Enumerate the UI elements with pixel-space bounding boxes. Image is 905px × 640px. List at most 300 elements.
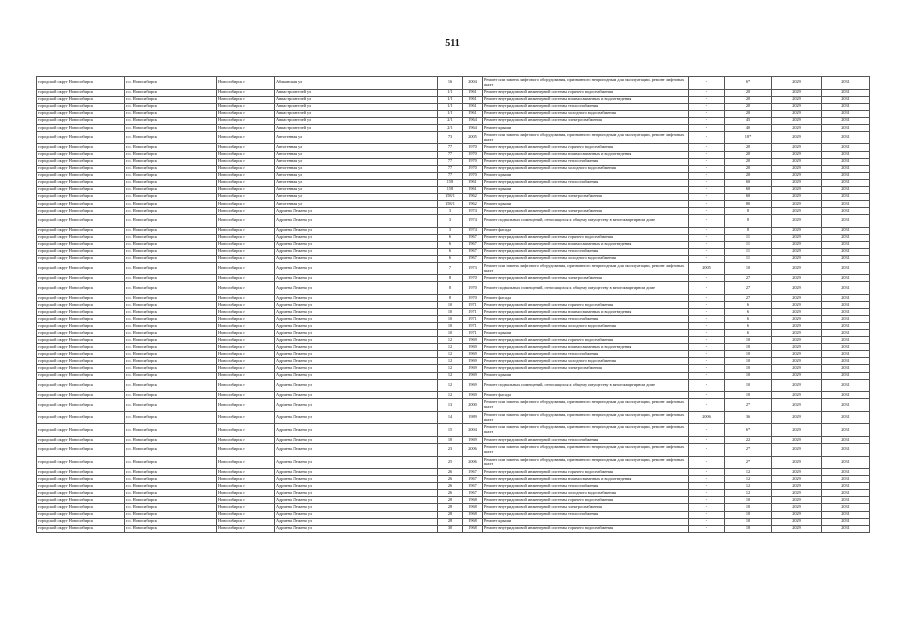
build-year-cell: 2004 — [463, 77, 483, 90]
end-year-cell: 2031 — [822, 110, 870, 117]
work-type-cell: Ремонт или замена лифтового оборудования, признанного непригодным для эксплуатации, ремонт лифтовых шахт — [483, 399, 689, 412]
build-year-cell: 1969 — [463, 337, 483, 344]
build-year-cell: 1971 — [463, 302, 483, 309]
house-number-cell: 6 — [438, 234, 463, 241]
end-year-cell: 2031 — [822, 255, 870, 262]
end-year-cell: 2031 — [822, 144, 870, 151]
last-repair-year-cell: - — [689, 179, 725, 186]
table-row — [37, 330, 870, 337]
street-cell: Адриена Лежена ул — [275, 436, 438, 443]
municipality-cell: городской округ Новосибирск — [37, 344, 125, 351]
street-cell: Автогенная ул — [275, 200, 438, 207]
build-year-cell: 1974 — [463, 227, 483, 234]
table-row — [37, 179, 870, 186]
end-year-cell: 2031 — [822, 518, 870, 525]
street-cell: Автогенная ул — [275, 165, 438, 172]
table-row — [37, 103, 870, 110]
district-cell: г.о. Новосибирск — [125, 96, 217, 103]
start-year-cell: 2029 — [772, 89, 822, 96]
start-year-cell: 2029 — [772, 424, 822, 437]
last-repair-year-cell: - — [689, 275, 725, 282]
settlement-cell: Новосибирск г — [217, 511, 275, 518]
district-cell: г.о. Новосибирск — [125, 337, 217, 344]
last-repair-year-cell: - — [689, 490, 725, 497]
work-type-cell: Ремонт внутридомовой инженерной системы теплоснабжения — [483, 351, 689, 358]
work-type-cell: Ремонт или замена лифтового оборудования, признанного непригодным для эксплуатации, ремонт лифтовых шахт — [483, 424, 689, 437]
settlement-cell: Новосибирск г — [217, 96, 275, 103]
work-type-cell: Ремонт или замена лифтового оборудования, признанного непригодным для эксплуатации, ремонт лифтовых шахт — [483, 444, 689, 457]
build-year-cell: 1962 — [463, 200, 483, 207]
district-cell: г.о. Новосибирск — [125, 525, 217, 532]
municipality-cell: городской округ Новосибирск — [37, 337, 125, 344]
start-year-cell: 2029 — [772, 411, 822, 424]
table-row — [37, 525, 870, 532]
table-body — [37, 77, 870, 533]
street-cell: Автогенная ул — [275, 158, 438, 165]
start-year-cell: 2029 — [772, 337, 822, 344]
work-type-cell: Ремонт внутридомовой инженерной системы электроснабжения — [483, 504, 689, 511]
start-year-cell: 2029 — [772, 179, 822, 186]
district-cell: г.о. Новосибирск — [125, 110, 217, 117]
street-cell: Адриена Лежена ул — [275, 262, 438, 275]
end-year-cell: 2031 — [822, 117, 870, 124]
house-number-cell: 3 — [438, 227, 463, 234]
table-row — [37, 172, 870, 179]
build-year-cell: 1967 — [463, 476, 483, 483]
work-type-cell: Ремонт крыши — [483, 124, 689, 131]
last-repair-year-cell: - — [689, 110, 725, 117]
start-year-cell: 2029 — [772, 103, 822, 110]
start-year-cell: 2029 — [772, 456, 822, 469]
start-year-cell: 2029 — [772, 518, 822, 525]
last-repair-year-cell: - — [689, 89, 725, 96]
quantity-cell: 10 — [725, 365, 772, 372]
street-cell: Автогенная ул — [275, 172, 438, 179]
street-cell: Адриена Лежена ул — [275, 399, 438, 412]
municipality-cell: городской округ Новосибирск — [37, 518, 125, 525]
street-cell: Адриена Лежена ул — [275, 469, 438, 476]
table-row — [37, 255, 870, 262]
table-row — [37, 392, 870, 399]
last-repair-year-cell: - — [689, 200, 725, 207]
work-type-cell: Ремонт внутридомовой инженерной системы теплоснабжения — [483, 511, 689, 518]
start-year-cell: 2029 — [772, 497, 822, 504]
start-year-cell: 2029 — [772, 262, 822, 275]
table-row — [37, 365, 870, 372]
table-row — [37, 323, 870, 330]
end-year-cell: 2031 — [822, 179, 870, 186]
start-year-cell: 2029 — [772, 525, 822, 532]
work-type-cell: Ремонт внутридомовой инженерной системы взаимосвязанных и водоотведения — [483, 344, 689, 351]
end-year-cell: 2031 — [822, 497, 870, 504]
start-year-cell: 2029 — [772, 309, 822, 316]
quantity-cell: 6 — [725, 330, 772, 337]
settlement-cell: Новосибирск г — [217, 275, 275, 282]
municipality-cell: городской округ Новосибирск — [37, 96, 125, 103]
last-repair-year-cell: - — [689, 186, 725, 193]
table-row — [37, 234, 870, 241]
district-cell: г.о. Новосибирск — [125, 504, 217, 511]
build-year-cell: 1970 — [463, 151, 483, 158]
settlement-cell: Новосибирск г — [217, 158, 275, 165]
table-row — [37, 131, 870, 144]
work-type-cell: Ремонт внутридомовой инженерной системы взаимосвязанных и водоотведения — [483, 151, 689, 158]
start-year-cell: 2029 — [772, 399, 822, 412]
quantity-cell: 11 — [725, 248, 772, 255]
end-year-cell: 2031 — [822, 282, 870, 295]
street-cell: Адриена Лежена ул — [275, 282, 438, 295]
last-repair-year-cell: - — [689, 399, 725, 412]
last-repair-year-cell: - — [689, 158, 725, 165]
work-type-cell: Ремонт внутридомовой инженерной системы горячего водоснабжения — [483, 525, 689, 532]
street-cell: Адриена Лежена ул — [275, 302, 438, 309]
municipality-cell: городской округ Новосибирск — [37, 241, 125, 248]
district-cell: г.о. Новосибирск — [125, 379, 217, 392]
last-repair-year-cell: - — [689, 234, 725, 241]
district-cell: г.о. Новосибирск — [125, 172, 217, 179]
street-cell: Авиастроителей ул — [275, 103, 438, 110]
settlement-cell: Новосибирск г — [217, 77, 275, 90]
district-cell: г.о. Новосибирск — [125, 399, 217, 412]
build-year-cell: 1968 — [463, 525, 483, 532]
work-type-cell: Ремонт крыши — [483, 330, 689, 337]
end-year-cell: 2031 — [822, 411, 870, 424]
street-cell: Адриена Лежена ул — [275, 241, 438, 248]
last-repair-year-cell: - — [689, 483, 725, 490]
end-year-cell: 2031 — [822, 323, 870, 330]
settlement-cell: Новосибирск г — [217, 248, 275, 255]
work-type-cell: Ремонт внутридомовой инженерной системы горячего водоснабжения — [483, 337, 689, 344]
district-cell: г.о. Новосибирск — [125, 144, 217, 151]
table-row — [37, 186, 870, 193]
district-cell: г.о. Новосибирск — [125, 411, 217, 424]
last-repair-year-cell: - — [689, 330, 725, 337]
district-cell: г.о. Новосибирск — [125, 469, 217, 476]
settlement-cell: Новосибирск г — [217, 309, 275, 316]
house-number-cell: 15 — [438, 424, 463, 437]
settlement-cell: Новосибирск г — [217, 262, 275, 275]
settlement-cell: Новосибирск г — [217, 241, 275, 248]
build-year-cell: 1974 — [463, 207, 483, 214]
settlement-cell: Новосибирск г — [217, 186, 275, 193]
municipality-cell: городской округ Новосибирск — [37, 330, 125, 337]
district-cell: г.о. Новосибирск — [125, 358, 217, 365]
settlement-cell: Новосибирск г — [217, 131, 275, 144]
last-repair-year-cell: - — [689, 424, 725, 437]
end-year-cell: 2031 — [822, 309, 870, 316]
build-year-cell: 1970 — [463, 295, 483, 302]
end-year-cell: 2031 — [822, 295, 870, 302]
street-cell: Адриена Лежена ул — [275, 309, 438, 316]
work-type-cell: Ремонт подвальных помещений, относящихся к общему имуществу в многоквартирном доме — [483, 379, 689, 392]
table-row — [37, 444, 870, 457]
last-repair-year-cell: - — [689, 131, 725, 144]
house-number-cell: 28 — [438, 518, 463, 525]
district-cell: г.о. Новосибирск — [125, 214, 217, 227]
street-cell: Автогенная ул — [275, 131, 438, 144]
street-cell: Адриена Лежена ул — [275, 344, 438, 351]
district-cell: г.о. Новосибирск — [125, 295, 217, 302]
table-row — [37, 302, 870, 309]
work-type-cell: Ремонт внутридомовой инженерной системы электроснабжения — [483, 193, 689, 200]
quantity-cell: 6* — [725, 424, 772, 437]
quantity-cell: 12 — [725, 476, 772, 483]
quantity-cell: 60 — [725, 179, 772, 186]
quantity-cell: 20 — [725, 144, 772, 151]
build-year-cell: 1969 — [463, 379, 483, 392]
house-number-cell: 12 — [438, 372, 463, 379]
municipality-cell: городской округ Новосибирск — [37, 282, 125, 295]
table-row — [37, 372, 870, 379]
end-year-cell: 2031 — [822, 372, 870, 379]
end-year-cell: 2031 — [822, 207, 870, 214]
work-type-cell: Ремонт крыши — [483, 172, 689, 179]
district-cell: г.о. Новосибирск — [125, 248, 217, 255]
settlement-cell: Новосибирск г — [217, 172, 275, 179]
end-year-cell: 2031 — [822, 214, 870, 227]
start-year-cell: 2029 — [772, 151, 822, 158]
house-number-cell: 26 — [438, 476, 463, 483]
table-row — [37, 193, 870, 200]
district-cell: г.о. Новосибирск — [125, 275, 217, 282]
build-year-cell: 1967 — [463, 248, 483, 255]
start-year-cell: 2029 — [772, 117, 822, 124]
district-cell: г.о. Новосибирск — [125, 207, 217, 214]
street-cell: Адриена Лежена ул — [275, 411, 438, 424]
end-year-cell: 2031 — [822, 275, 870, 282]
work-type-cell: Ремонт внутридомовой инженерной системы горячего водоснабжения — [483, 497, 689, 504]
settlement-cell: Новосибирск г — [217, 302, 275, 309]
end-year-cell: 2031 — [822, 151, 870, 158]
house-number-cell: 25 — [438, 456, 463, 469]
work-type-cell: Ремонт внутридомовой инженерной системы электроснабжения — [483, 365, 689, 372]
house-number-cell: 13 — [438, 399, 463, 412]
street-cell: Адриена Лежена ул — [275, 323, 438, 330]
table-row — [37, 351, 870, 358]
start-year-cell: 2029 — [772, 186, 822, 193]
street-cell: Адриена Лежена ул — [275, 358, 438, 365]
quantity-cell: 18 — [725, 525, 772, 532]
house-number-cell: 6 — [438, 255, 463, 262]
house-number-cell: 26 — [438, 469, 463, 476]
municipality-cell: городской округ Новосибирск — [37, 234, 125, 241]
district-cell: г.о. Новосибирск — [125, 476, 217, 483]
end-year-cell: 2031 — [822, 124, 870, 131]
start-year-cell: 2029 — [772, 214, 822, 227]
last-repair-year-cell: - — [689, 476, 725, 483]
house-number-cell: 28 — [438, 511, 463, 518]
start-year-cell: 2029 — [772, 344, 822, 351]
quantity-cell: 6* — [725, 77, 772, 90]
district-cell: г.о. Новосибирск — [125, 372, 217, 379]
street-cell: Адриена Лежена ул — [275, 295, 438, 302]
municipality-cell: городской округ Новосибирск — [37, 77, 125, 90]
last-repair-year-cell: - — [689, 379, 725, 392]
table-row — [37, 275, 870, 282]
end-year-cell: 2031 — [822, 200, 870, 207]
table-row — [37, 511, 870, 518]
quantity-cell: 8 — [725, 214, 772, 227]
repair-schedule-table-wrap — [36, 76, 869, 533]
municipality-cell: городской округ Новосибирск — [37, 117, 125, 124]
table-row — [37, 358, 870, 365]
work-type-cell: Ремонт внутридомовой инженерной системы теплоснабжения — [483, 483, 689, 490]
municipality-cell: городской округ Новосибирск — [37, 186, 125, 193]
last-repair-year-cell: - — [689, 241, 725, 248]
start-year-cell: 2029 — [772, 365, 822, 372]
settlement-cell: Новосибирск г — [217, 214, 275, 227]
municipality-cell: городской округ Новосибирск — [37, 525, 125, 532]
table-row — [37, 424, 870, 437]
municipality-cell: городской округ Новосибирск — [37, 144, 125, 151]
district-cell: г.о. Новосибирск — [125, 316, 217, 323]
house-number-cell: 16 — [438, 77, 463, 90]
quantity-cell: 10 — [725, 497, 772, 504]
table-row — [37, 89, 870, 96]
district-cell: г.о. Новосибирск — [125, 456, 217, 469]
quantity-cell: 27 — [725, 295, 772, 302]
last-repair-year-cell: - — [689, 444, 725, 457]
build-year-cell: 1962 — [463, 193, 483, 200]
work-type-cell: Ремонт внутридомовой инженерной системы электроснабжения — [483, 117, 689, 124]
work-type-cell: Ремонт внутридомовой инженерной системы холодного водоснабжения — [483, 323, 689, 330]
municipality-cell: городской округ Новосибирск — [37, 302, 125, 309]
table-row — [37, 110, 870, 117]
settlement-cell: Новосибирск г — [217, 144, 275, 151]
table-row — [37, 158, 870, 165]
work-type-cell: Ремонт внутридомовой инженерной системы взаимосвязанных и водоотведения — [483, 96, 689, 103]
house-number-cell: 158 — [438, 186, 463, 193]
street-cell: Адриена Лежена ул — [275, 476, 438, 483]
last-repair-year-cell: - — [689, 497, 725, 504]
quantity-cell: 6 — [725, 309, 772, 316]
street-cell: Адриена Лежена ул — [275, 234, 438, 241]
house-number-cell: 73 — [438, 131, 463, 144]
last-repair-year-cell: - — [689, 77, 725, 90]
district-cell: г.о. Новосибирск — [125, 77, 217, 90]
house-number-cell: 28 — [438, 497, 463, 504]
work-type-cell: Ремонт внутридомовой инженерной системы холодного водоснабжения — [483, 110, 689, 117]
table-row — [37, 207, 870, 214]
quantity-cell: 20 — [725, 165, 772, 172]
district-cell: г.о. Новосибирск — [125, 89, 217, 96]
end-year-cell: 2031 — [822, 525, 870, 532]
build-year-cell: 2006 — [463, 444, 483, 457]
street-cell: Адриена Лежена ул — [275, 490, 438, 497]
district-cell: г.о. Новосибирск — [125, 165, 217, 172]
work-type-cell: Ремонт или замена лифтового оборудования, признанного непригодным для эксплуатации, ремонт лифтовых шахт — [483, 411, 689, 424]
municipality-cell: городской округ Новосибирск — [37, 444, 125, 457]
build-year-cell: 1967 — [463, 255, 483, 262]
settlement-cell: Новосибирск г — [217, 497, 275, 504]
last-repair-year-cell: - — [689, 372, 725, 379]
start-year-cell: 2029 — [772, 131, 822, 144]
district-cell: г.о. Новосибирск — [125, 490, 217, 497]
last-repair-year-cell: - — [689, 358, 725, 365]
quantity-cell: 11 — [725, 241, 772, 248]
build-year-cell: 1971 — [463, 323, 483, 330]
municipality-cell: городской округ Новосибирск — [37, 207, 125, 214]
last-repair-year-cell: - — [689, 172, 725, 179]
build-year-cell: 1969 — [463, 365, 483, 372]
quantity-cell: 10 — [725, 344, 772, 351]
table-row — [37, 344, 870, 351]
street-cell: Адриена Лежена ул — [275, 497, 438, 504]
start-year-cell: 2029 — [772, 248, 822, 255]
table-row — [37, 504, 870, 511]
street-cell: Адриена Лежена ул — [275, 248, 438, 255]
end-year-cell: 2031 — [822, 444, 870, 457]
build-year-cell: 1971 — [463, 330, 483, 337]
quantity-cell: 12 — [725, 483, 772, 490]
street-cell: Авиастроителей ул — [275, 89, 438, 96]
work-type-cell: Ремонт внутридомовой инженерной системы горячего водоснабжения — [483, 469, 689, 476]
district-cell: г.о. Новосибирск — [125, 151, 217, 158]
street-cell: Адриена Лежена ул — [275, 525, 438, 532]
end-year-cell: 2031 — [822, 302, 870, 309]
quantity-cell: 20 — [725, 103, 772, 110]
last-repair-year-cell: - — [689, 227, 725, 234]
street-cell: Адриена Лежена ул — [275, 227, 438, 234]
house-number-cell: 77 — [438, 151, 463, 158]
municipality-cell: городской округ Новосибирск — [37, 214, 125, 227]
table-row — [37, 456, 870, 469]
build-year-cell: 1970 — [463, 275, 483, 282]
street-cell: Адриена Лежена ул — [275, 511, 438, 518]
work-type-cell: Ремонт подвальных помещений, относящихся к общему имуществу в многоквартирном доме — [483, 214, 689, 227]
start-year-cell: 2029 — [772, 96, 822, 103]
municipality-cell: городской округ Новосибирск — [37, 89, 125, 96]
street-cell: Авиастроителей ул — [275, 117, 438, 124]
municipality-cell: городской округ Новосибирск — [37, 497, 125, 504]
last-repair-year-cell: - — [689, 96, 725, 103]
house-number-cell: 12 — [438, 337, 463, 344]
table-row — [37, 316, 870, 323]
quantity-cell: 18* — [725, 131, 772, 144]
work-type-cell: Ремонт внутридомовой инженерной системы электроснабжения — [483, 207, 689, 214]
house-number-cell: 77 — [438, 172, 463, 179]
municipality-cell: городской округ Новосибирск — [37, 456, 125, 469]
build-year-cell: 1971 — [463, 309, 483, 316]
start-year-cell: 2029 — [772, 511, 822, 518]
work-type-cell: Ремонт внутридомовой инженерной системы горячего водоснабжения — [483, 89, 689, 96]
start-year-cell: 2029 — [772, 282, 822, 295]
end-year-cell: 2031 — [822, 96, 870, 103]
build-year-cell: 1967 — [463, 490, 483, 497]
work-type-cell: Ремонт внутридомовой инженерной системы холодного водоснабжения — [483, 165, 689, 172]
end-year-cell: 2031 — [822, 316, 870, 323]
district-cell: г.о. Новосибирск — [125, 193, 217, 200]
settlement-cell: Новосибирск г — [217, 117, 275, 124]
municipality-cell: городской округ Новосибирск — [37, 399, 125, 412]
house-number-cell: 10 — [438, 302, 463, 309]
house-number-cell: 3 — [438, 207, 463, 214]
start-year-cell: 2029 — [772, 207, 822, 214]
end-year-cell: 2031 — [822, 469, 870, 476]
table-row — [37, 337, 870, 344]
build-year-cell: 1964 — [463, 117, 483, 124]
table-row — [37, 144, 870, 151]
quantity-cell: 10 — [725, 379, 772, 392]
quantity-cell: 6 — [725, 302, 772, 309]
table-row — [37, 77, 870, 90]
house-number-cell: 8 — [438, 295, 463, 302]
start-year-cell: 2029 — [772, 193, 822, 200]
district-cell: г.о. Новосибирск — [125, 262, 217, 275]
municipality-cell: городской округ Новосибирск — [37, 372, 125, 379]
street-cell: Автогенная ул — [275, 186, 438, 193]
last-repair-year-cell: - — [689, 193, 725, 200]
